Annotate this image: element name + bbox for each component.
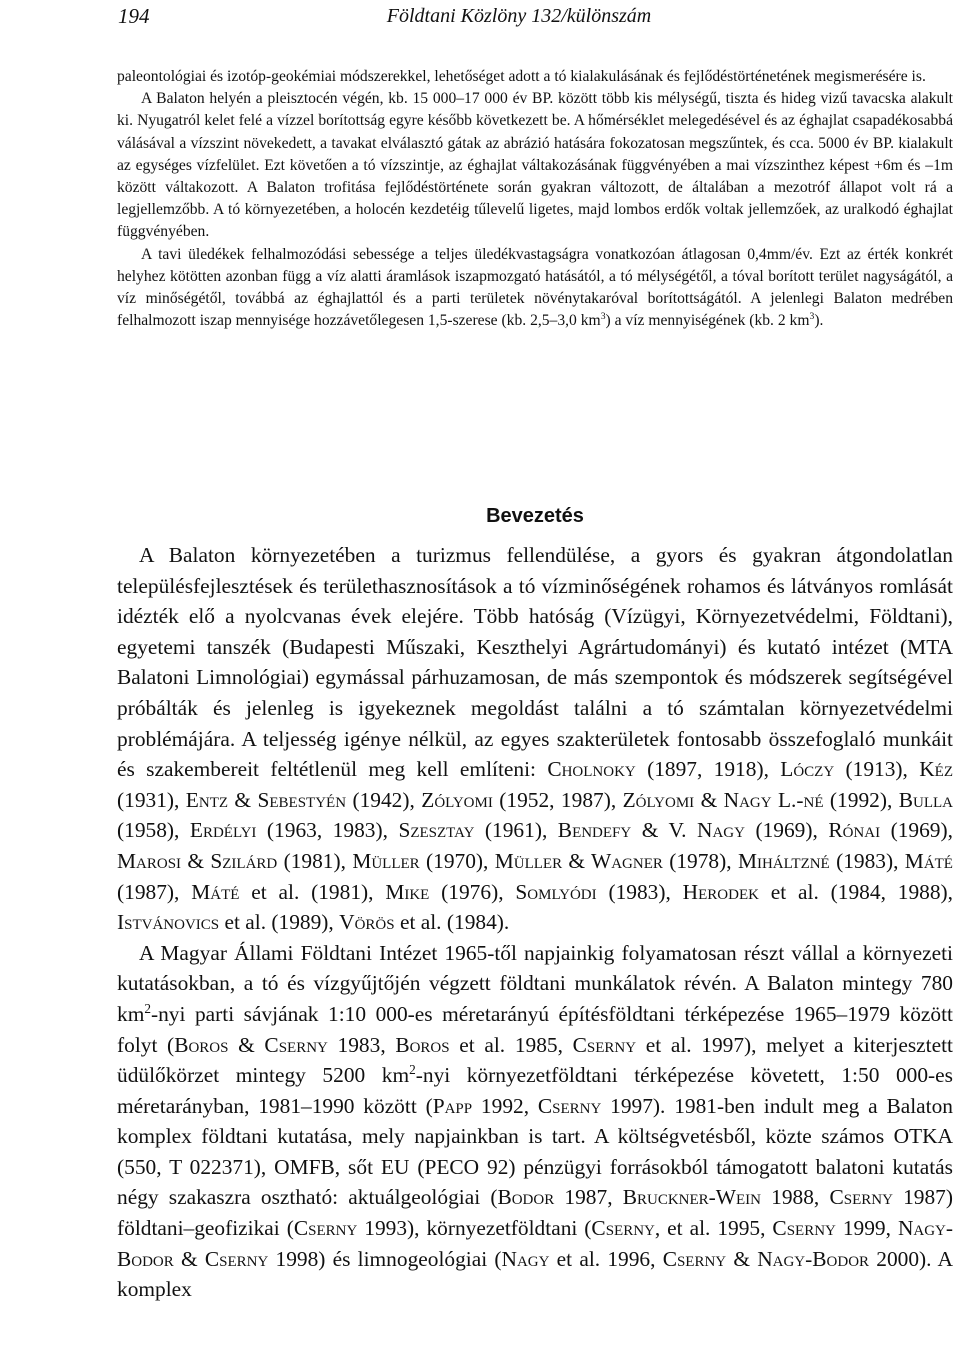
- body-text-segment: -nyi környezetföldtani térképezése követett, 1:50 000-es méretarányban, 1981–1990 között (: [117, 1063, 953, 1118]
- author-name: Herodek: [682, 879, 759, 904]
- author-name: Máté: [904, 848, 953, 873]
- body-text-segment: (1958),: [117, 818, 190, 843]
- body-text-segment: 1987,: [554, 1185, 623, 1210]
- body-text-segment: et al. (1981),: [239, 879, 386, 904]
- author-name: Papp: [432, 1093, 473, 1118]
- body-text-segment: (1981),: [277, 848, 353, 873]
- superscript: 3: [809, 311, 815, 323]
- body-text-segment: et al. 1996,: [549, 1246, 663, 1271]
- author-name: Cserny: [829, 1185, 893, 1210]
- author-name: Kéz: [919, 757, 953, 782]
- author-name: Müller & Wagner: [494, 848, 663, 873]
- author-name: Zólyomi: [421, 787, 493, 812]
- journal-title: Földtani Közlöny 132/különszám: [386, 5, 652, 27]
- body-text-segment: (1913),: [834, 757, 920, 782]
- body-text-segment: et al. (1984, 1988),: [758, 879, 953, 904]
- abstract-paragraph-2: A Balaton helyén a pleisztocén végén, kb. 15 000–17 000 év BP. között több kis mélységű, tiszta és hideg vizű tavacska alakult ki. Nyugatról kelet felé a vízzel borítottság egyre később következett be. A hőmérséklet melegedésével és az éghajlat csapadékosabbá válásával a vízszint növekedett, a tavakat elválasztó gátak az abrázió hatására fokozatosan megszűntek, és cca. 5000 év BP. kialakult az egységes vízfelület. Ezt követően a tó vízszintje, az éghajlat váltakozásának függvényében a mai vízszinthez képest +6m és –1m között váltakozott. A Balaton trofitása fejlődéstörténete során gyakran változott, de általában a mezotróf állapot volt rá a legjellemzőbb. A tó környezetében, a holocén kezdetéig tűlevelű ligetes, majd lombos erdők voltak jellemzőek, az uralkodó éghajlat függvényében.: [117, 90, 953, 241]
- author-name: Boros: [395, 1032, 450, 1057]
- author-name: Bodor: [497, 1185, 555, 1210]
- body-text-segment: et al. (1989),: [219, 910, 340, 935]
- body-text-segment: -nyi parti sávjának 1:10 000-es méretarányú építésföldtani térképezése 1965–1979 között folyt (: [117, 1001, 953, 1057]
- body-text-segment: (1963, 1983),: [256, 818, 399, 843]
- superscript: 2: [144, 1000, 151, 1016]
- author-name: Bendefy & V. Nagy: [557, 818, 745, 843]
- body-text-segment: , et al. 1995,: [654, 1216, 773, 1241]
- author-name: Mike: [385, 879, 430, 904]
- author-name: Cserny: [772, 1216, 836, 1241]
- body-text-segment: (1970),: [419, 848, 495, 873]
- author-name: Máté: [191, 879, 240, 904]
- body-text-segment: (1961),: [474, 818, 558, 843]
- body-paragraph-2: [117, 938, 953, 1305]
- body-text-segment: et al. 1985,: [449, 1032, 573, 1057]
- body-text-segment: 1992,: [472, 1093, 538, 1118]
- author-name: Szesztay: [398, 818, 475, 843]
- body-text-segment: 1997). 1981-ben indult meg a Balaton komplex földtani kutatása, mely napjainkban is tart. A költségvetésből, közte számos OTKA (550, T 022371), OMFB, sőt EU (PECO 92) pénzügyi forrásokból támogatott balatoni kutatás négy szakaszra osztható: aktuálgeológiai (: [117, 1093, 953, 1210]
- author-name: Cserny & Nagy-Bodor: [662, 1246, 870, 1271]
- author-name: Cserny: [572, 1032, 637, 1057]
- abstract-text: ) a víz mennyiségének (kb. 2 km: [605, 312, 810, 330]
- body-text-segment: (1978),: [662, 848, 738, 873]
- superscript: 2: [409, 1061, 416, 1077]
- author-name: Boros & Cserny: [174, 1032, 328, 1057]
- body-text-segment: (1992),: [823, 787, 899, 812]
- body-text-segment: 1999,: [835, 1216, 898, 1241]
- body-paragraph-1: [117, 540, 953, 938]
- body-text-segment: 1988,: [760, 1185, 830, 1210]
- author-name: Lóczy: [780, 757, 835, 782]
- body-text-segment: (1969),: [880, 818, 953, 843]
- superscript: 3: [600, 311, 606, 323]
- author-name: Istvánovics: [117, 910, 220, 935]
- abstract-block: [117, 66, 953, 332]
- author-name: Cserny: [293, 1216, 358, 1241]
- body-text-segment: (1983),: [829, 848, 905, 873]
- body-text-segment: A Balaton környezetében a turizmus fellendülése, a gyors és gyakran átgondolatlan településfejlesztések és területhasznosítások a tó vízminőségének rohamos és látványos romlását idézték elő a nyolcvanas évek elejére. Több hatóság (Vízügyi, Környezetvédelmi, Földtani), egyetemi tanszék (Budapesti Műszaki, Keszthelyi Agrártudományi) és kutató intézet (MTA Balatoni Limnológiai) egymással párhuzamosan, de más szempontok és módszerek segítségével próbálták és jelenleg is igyekeznek megoldást találni a tó számtalan környezetvédelmi problémájára. A teljesség igénye nélkül, az egyes szakterületek fontosabb összefoglaló munkáit és szakembereit feltétlenül meg kell említeni:: [117, 543, 953, 782]
- body-text-segment: A Magyar Állami Földtani Intézet 1965-től napjainkig folyamatosan részt vállal a környezeti kutatásokban, a tó és vízgyűjtőjén végzett földtani munkálatok révén. A Balaton mintegy 780 km: [117, 940, 953, 1026]
- author-name: Rónai: [828, 818, 881, 843]
- body-text-segment: (1987),: [117, 879, 192, 904]
- body-text-segment: (1952, 1987),: [492, 787, 623, 812]
- body-text-segment: (1897, 1918),: [635, 757, 781, 782]
- body-text-segment: 1983,: [327, 1032, 396, 1057]
- body-text-segment: et al. 1997), melyet a kiterjesztett üdülőkörzet mintegy 5200 km: [117, 1032, 953, 1088]
- body-text-segment: 1987) földtani–geofizikai (: [117, 1185, 953, 1241]
- author-name: Zólyomi & Nagy L.-né: [622, 787, 824, 812]
- abstract-text: A tavi üledékek felhalmozódási sebessége a teljes üledékvastagságra vonatkozóan átlagosan 0,4mm/év. Ezt az érték konkrét helyhez kötötten azonban függ a víz alatti áramlások iszapmozgató hatásától, a tó mélységétől, a tóval borított terület nagyságától, a víz minőségétől, továbbá az éghajlattól és a parti területek növénytakaróval borítottságától. A jelenlegi Balaton medrében felhalmozott iszap mennyisége hozzávetőlegesen 1,5-szerese (kb. 2,5–3,0 km: [117, 245, 953, 330]
- author-name: Entz & Sebestyén: [185, 787, 347, 812]
- body-text-segment: et al. (1984).: [394, 910, 510, 935]
- body-text-segment: 1993), környezetföldtani (: [357, 1216, 592, 1241]
- body-text-segment: 2000). A komplex: [117, 1246, 953, 1302]
- abstract-paragraph-1: paleontológiai és izotóp-geokémiai módszerekkel, lehetőséget adott a tó kialakulásának és fejlődéstörténetének megismerésére is.: [117, 68, 926, 85]
- author-name: Müller: [352, 848, 420, 873]
- author-name: Bulla: [898, 787, 953, 812]
- author-name: Somlyódi: [515, 879, 597, 904]
- author-name: Cholnoky: [547, 757, 636, 782]
- author-name: Bruckner-Wein: [622, 1185, 761, 1210]
- section-heading: Bevezetés: [486, 505, 584, 527]
- author-name: Vörös: [339, 910, 395, 935]
- body-text-segment: (1942),: [346, 787, 422, 812]
- author-name: Nagy-Bodor & Cserny: [117, 1216, 954, 1271]
- main-body: [117, 540, 953, 1305]
- body-text-segment: (1969),: [744, 818, 829, 843]
- body-text-segment: (1983),: [596, 879, 683, 904]
- author-name: Miháltzné: [737, 848, 830, 873]
- author-name: Nagy: [501, 1246, 550, 1271]
- author-name: Cserny: [537, 1093, 602, 1118]
- page-header: [118, 4, 920, 34]
- abstract-paragraph-3: [117, 244, 953, 333]
- page-number: 194: [118, 4, 150, 28]
- abstract-text: ).: [814, 312, 824, 330]
- author-name: Cserny: [591, 1216, 655, 1241]
- body-text-segment: 1998) és limnogeológiai (: [268, 1246, 502, 1271]
- author-name: Erdélyi: [189, 818, 257, 843]
- body-text-segment: (1976),: [429, 879, 516, 904]
- body-text-segment: (1931),: [117, 787, 186, 812]
- author-name: Marosi & Szilárd: [117, 848, 278, 873]
